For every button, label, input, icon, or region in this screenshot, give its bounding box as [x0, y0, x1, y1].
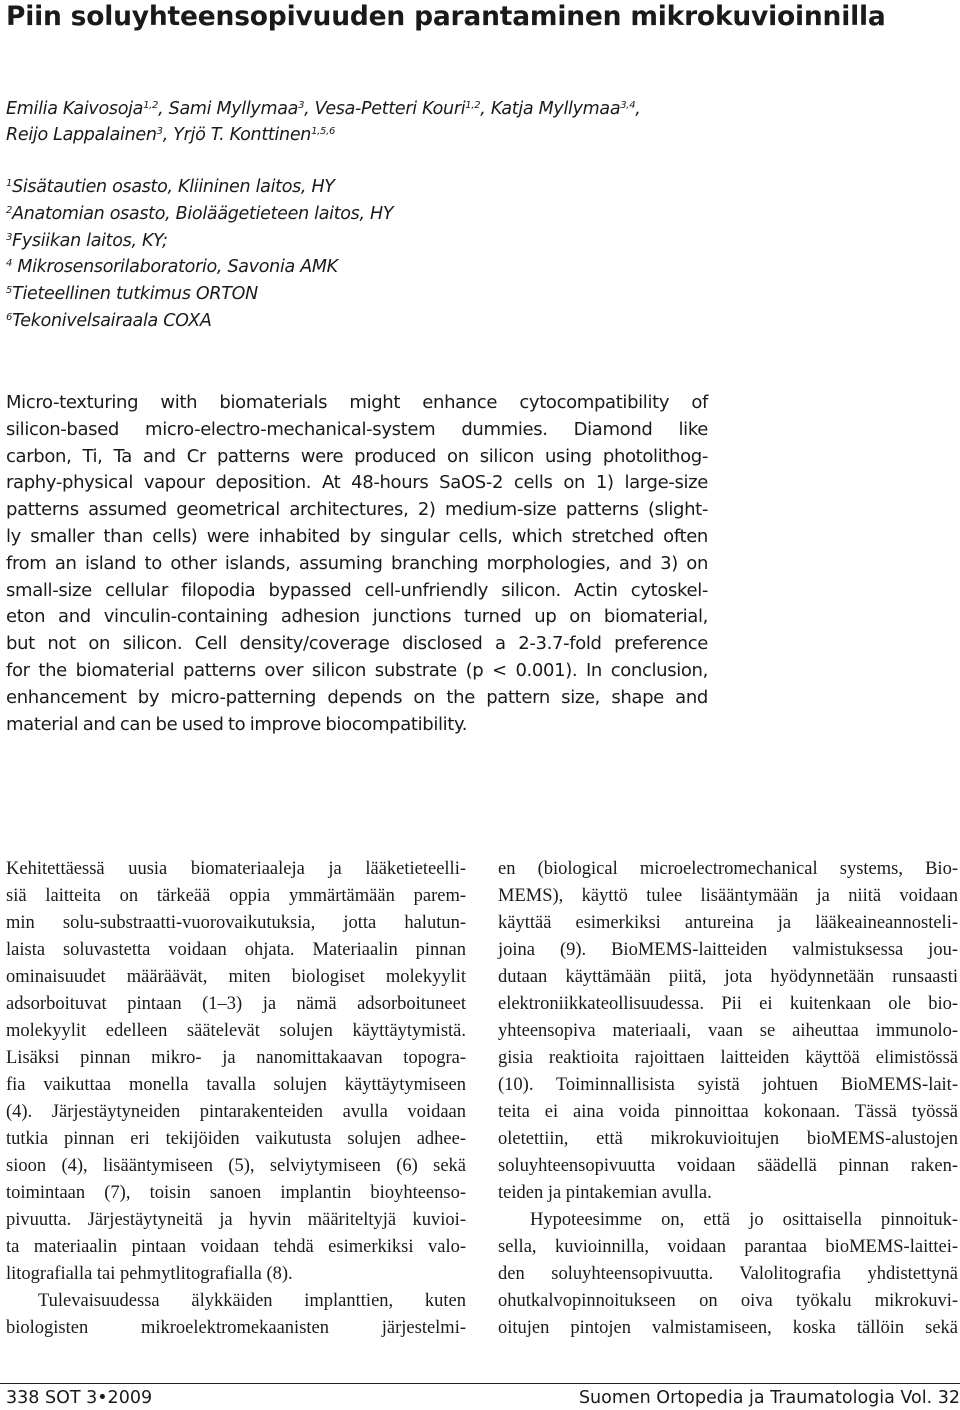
body-line: käyttää esimerkiksi antureina ja lääkeaineannosteli-	[498, 913, 958, 933]
affiliation-item	[6, 201, 706, 228]
author-name: Yrjö T. Konttinen	[173, 125, 312, 145]
body-line: teiden ja pintakemian avulla.	[498, 1183, 712, 1203]
body-line: Kehitettäessä uusia biomateriaaleja ja lääketieteelli-	[6, 859, 466, 879]
body-line: elektroniikkateollisuudessa. Pii ei kuitenkaan ole bio-	[498, 994, 958, 1014]
abstract-line: ly smaller than cells) were inhabited by singular cells, which stretched often	[6, 525, 708, 547]
footer-divider	[0, 1383, 960, 1384]
abstract-line: carbon, Ti, Ta and Cr patterns were produced on silicon using photolithog-	[6, 445, 708, 467]
body-line: soluyhteensopivuutta voidaan säädellä pinnan raken-	[498, 1156, 958, 1176]
affiliation-text: Tieteellinen tutkimus ORTON	[12, 284, 258, 305]
body-line: ta materiaalin pintaan voidaan tehdä esimerkiksi valo-	[6, 1237, 466, 1257]
affiliation-marker: 4	[6, 258, 13, 270]
author-separator: ,	[158, 99, 169, 119]
body-column-left	[6, 856, 466, 1342]
body-line: pivuutta. Järjestäytyneitä ja hyvin määriteltyjä kuvioi-	[6, 1210, 466, 1230]
body-line: dutaan käyttämään piitä, jota hyödynnetään runsaasti	[498, 967, 958, 987]
affiliation-marker: 1	[6, 178, 13, 189]
affiliation-item	[6, 254, 706, 281]
author-separator: ,	[635, 99, 641, 119]
abstract-line: enhancement by micro-patterning depends on the pattern size, shape and	[6, 686, 708, 708]
author-separator: ,	[162, 125, 174, 145]
affiliation-marker: 6	[6, 311, 13, 323]
body-line: joina (9). BioMEMS-laitteiden valmistuksessa jou-	[498, 940, 958, 960]
body-line: Hypoteesimme on, että jo osittaisella pinnoituk-	[530, 1210, 958, 1230]
body-line: toimintaan (7), toisin sanoen implantin bioyhteenso-	[6, 1183, 466, 1203]
body-line: adsorboituvat pintaan (1–3) ja nämä adsorboituneet	[6, 994, 466, 1014]
article-title: Piin soluyhteensopivuuden parantaminen mikrokuvioinnilla	[6, 1, 886, 32]
author-line-1	[6, 96, 946, 122]
author-name: Emilia Kaivosoja	[6, 99, 144, 119]
author-name: Katja Myllymaa	[490, 99, 621, 119]
body-line: oitujen pintojen valmistamiseen, koska tällöin sekä	[498, 1318, 958, 1338]
author-name: Reijo Lappalainen	[6, 125, 157, 145]
body-line: sioon (4), lisääntymiseen (5), selviytymiseen (6) sekä	[6, 1156, 466, 1176]
affiliation-list	[6, 174, 706, 335]
author-name: Sami Myllymaa	[168, 99, 299, 119]
author-line-2	[6, 122, 946, 148]
affiliation-marker: 2	[6, 204, 13, 216]
affiliation-text: Mikrosensorilaboratorio, Savonia AMK	[12, 257, 338, 278]
body-line: en (biological microelectromechanical systems, Bio-	[498, 859, 958, 879]
footer-journal-name: Suomen Ortopedia ja Traumatologia Vol. 32	[578, 1388, 960, 1408]
abstract-line: raphy-physical vapour deposition. At 48-hours SaOS-2 cells on 1) large-size	[6, 472, 708, 494]
body-line: yhteensopiva materiaali, vaan se aiheuttaa immunolo-	[498, 1021, 958, 1041]
body-line: ohutkalvopinnoitukseen on oiva työkalu mikrokuvi-	[498, 1291, 958, 1311]
affiliation-item	[6, 308, 706, 335]
abstract-line: material and can be used to improve biocompatibility.	[6, 713, 468, 735]
abstract-line: silicon-based micro-electro-mechanical-system dummies. Diamond like	[6, 418, 708, 440]
body-line: (4). Järjestäytyneiden pintarakenteiden avulla voidaan	[6, 1102, 466, 1122]
body-line: biologisten mikroelektromekaanisten järjestelmi-	[6, 1318, 466, 1338]
abstract-line: for the biomaterial patterns over silicon substrate (p < 0.001). In conclusion,	[6, 659, 708, 681]
body-line: sella, kuvioinnilla, voidaan parantaa bioMEMS-laittei-	[498, 1237, 958, 1257]
affiliation-item	[6, 228, 706, 255]
author-affiliation-marker: 1,2	[143, 100, 159, 111]
body-line: (10). Toiminnallisista syistä johtuen BioMEMS-lait-	[498, 1075, 958, 1095]
body-line: teita ei aina voida pinnoittaa kokonaan. Tässä työssä	[498, 1102, 958, 1122]
body-line: ominaisuudet määräävät, miten biologiset molekyylit	[6, 967, 466, 987]
abstract-line: but not on silicon. Cell density/coverage disclosed a 2-3.7-fold preference	[6, 633, 708, 655]
body-line: Lisäksi pinnan mikro- ja nanomittakaavan topogra-	[6, 1048, 466, 1068]
author-affiliation-marker: 3	[156, 126, 163, 137]
abstract-line: from an island to other islands, assuming branching morphologies, and 3) on	[6, 552, 708, 574]
affiliation-item	[6, 281, 706, 308]
affiliation-marker: 3	[6, 231, 13, 243]
author-list	[6, 96, 946, 148]
author-separator: ,	[480, 99, 491, 119]
body-line: gisia reaktioita rajoittaen laitteiden käyttöä elimistössä	[498, 1048, 958, 1068]
affiliation-marker: 5	[6, 285, 13, 297]
affiliation-item	[6, 174, 706, 201]
body-line: min solu-substraatti-vuorovaikutuksia, jotta halutun-	[6, 913, 466, 933]
abstract-line: small-size cellular filopodia bypassed cell-unfriendly silicon. Actin cytoskel-	[6, 579, 708, 601]
affiliation-text: Anatomian osasto, Bioläägetieteen laitos, HY	[12, 203, 394, 224]
body-line: laista soluvastetta voidaan ohjata. Materiaalin pinnan	[6, 940, 466, 960]
body-line: litografialla tai pehmytlitografialla (8).	[6, 1264, 293, 1284]
body-line: Tulevaisuudessa älykkäiden implanttien, kuten	[38, 1291, 466, 1311]
body-line: den soluyhteensopivuutta. Valolitografia yhdistettynä	[498, 1264, 958, 1284]
footer-page-info: 338 SOT 3•2009	[6, 1388, 153, 1408]
body-line: oletettiin, että mikrokuvioitujen bioMEMS-alustojen	[498, 1129, 958, 1149]
affiliation-text: Fysiikan laitos, KY;	[12, 230, 168, 251]
body-line: molekyylit edelleen säätelevät solujen käyttäytymistä.	[6, 1021, 466, 1041]
abstract-line: eton and vinculin-containing adhesion junctions turned up on biomaterial,	[6, 606, 708, 628]
body-line: fia vaikuttaa monella tavalla solujen käyttäytymiseen	[6, 1075, 466, 1095]
author-affiliation-marker: 1,2	[465, 100, 481, 111]
affiliation-text: Tekonivelsairaala COXA	[12, 310, 212, 331]
affiliation-text: Sisätautien osasto, Kliininen laitos, HY	[12, 177, 335, 197]
abstract-line: Micro-texturing with biomaterials might enhance cytocompatibility of	[6, 392, 708, 413]
author-separator: ,	[304, 99, 315, 119]
body-line: tutkia pinnan eri tekijöiden vaikutusta solujen adhee-	[6, 1129, 466, 1149]
body-column-right	[498, 856, 958, 1342]
abstract-line: patterns assumed geometrical architectures, 2) medium-size patterns (slight-	[6, 499, 708, 521]
author-affiliation-marker: 3	[298, 100, 305, 111]
author-name: Vesa-Petteri Kouri	[314, 99, 466, 119]
body-line: siä laitteita on tärkeää oppia ymmärtämään parem-	[6, 886, 466, 906]
english-abstract	[6, 390, 708, 738]
author-affiliation-marker: 1,5,6	[311, 126, 336, 137]
author-affiliation-marker: 3,4	[620, 100, 636, 111]
body-line: MEMS), käyttö tulee lisääntymään ja niitä voidaan	[498, 886, 958, 906]
